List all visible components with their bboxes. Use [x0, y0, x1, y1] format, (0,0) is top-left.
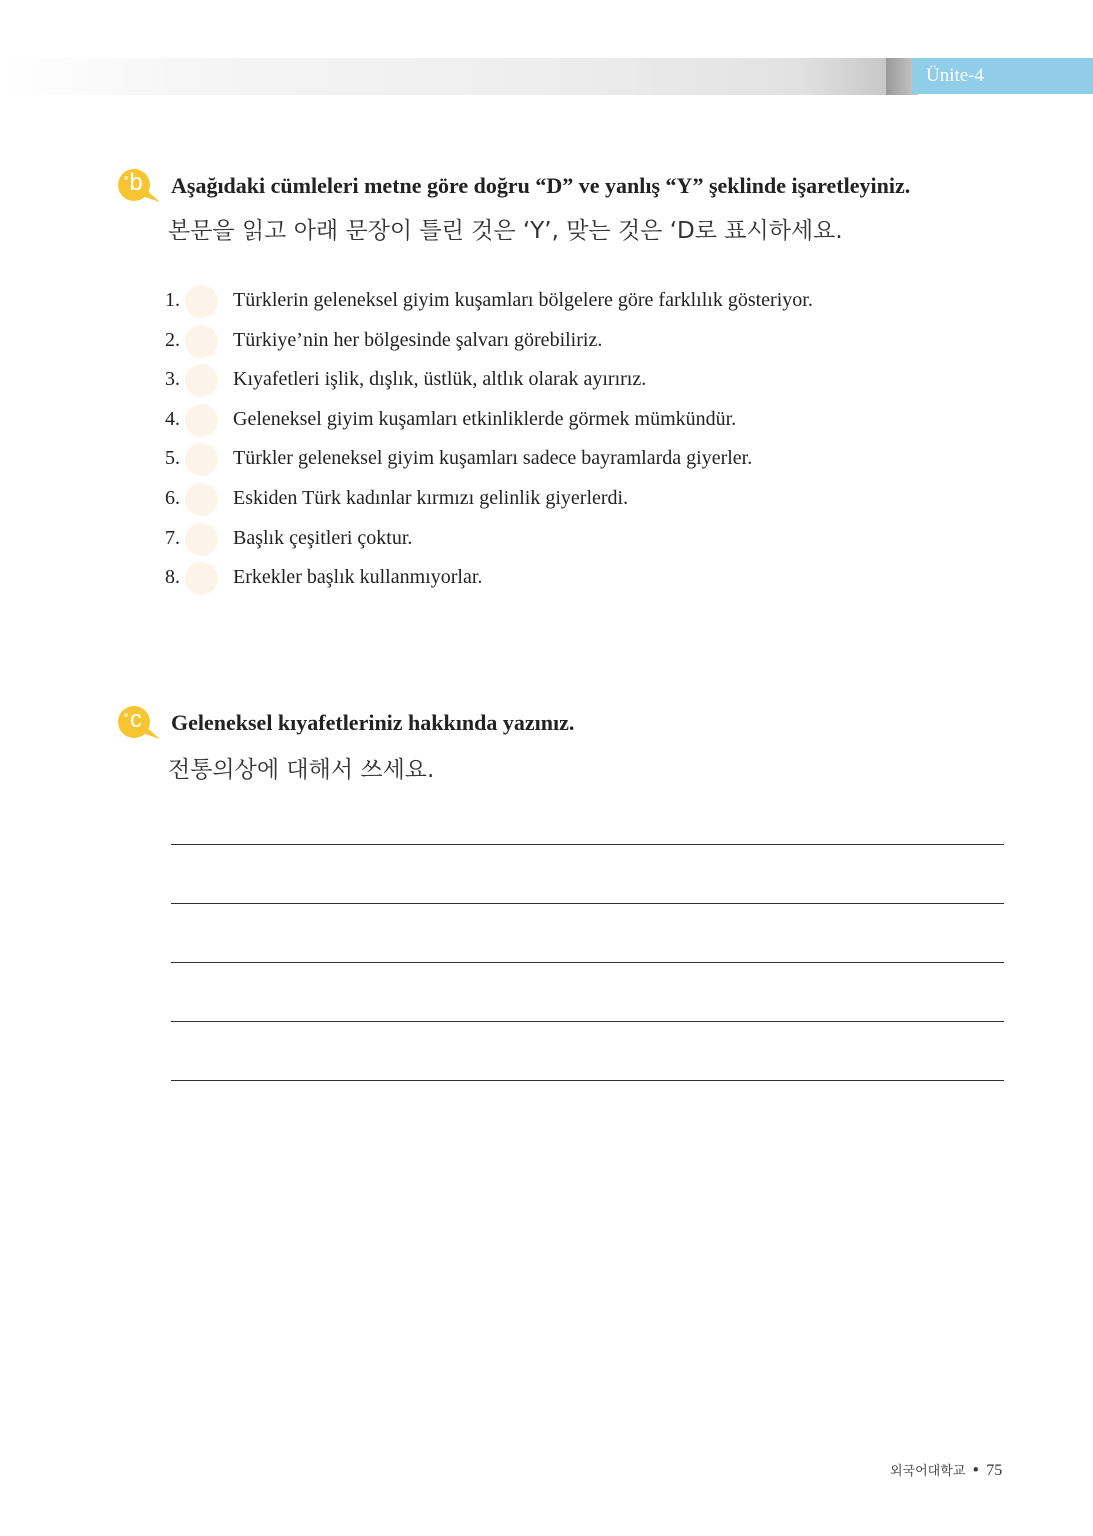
footer-separator: •	[971, 1461, 981, 1479]
section-b-subtitle: 본문을 읽고 아래 문장이 틀린 것은 ‘Y’, 맞는 것은 ‘D로 표시하세요.	[168, 218, 843, 244]
question-item	[165, 362, 1065, 402]
writing-line[interactable]	[171, 1021, 1004, 1022]
question-text: Geleneksel giyim kuşamları etkinliklerde görmek mümkündür.	[233, 407, 737, 430]
question-text: Eskiden Türk kadınlar kırmızı gelinlik giyerlerdi.	[233, 486, 629, 509]
section-c-subtitle: 전통의상에 대해서 쓰세요.	[168, 757, 435, 783]
question-item	[165, 560, 1065, 600]
writing-line[interactable]	[171, 844, 1004, 845]
section-b-letter: b	[129, 169, 143, 196]
answer-circle[interactable]	[185, 562, 218, 595]
question-number: 5.	[165, 447, 180, 470]
answer-circle[interactable]	[185, 404, 218, 437]
answer-circle[interactable]	[185, 364, 218, 397]
question-list	[165, 283, 1065, 600]
question-text: Erkekler başlık kullanmıyorlar.	[233, 566, 483, 589]
question-number: 4.	[165, 407, 180, 430]
question-number: 2.	[165, 328, 180, 351]
question-item	[165, 521, 1065, 561]
page-footer	[890, 1460, 1002, 1480]
question-number: 1.	[165, 289, 180, 311]
question-text: Türkiye’nin her bölgesinde şalvarı görebiliriz.	[233, 328, 603, 351]
writing-line[interactable]	[171, 903, 1004, 904]
question-item	[165, 323, 1065, 363]
section-b-badge	[114, 168, 158, 202]
question-number: 6.	[165, 486, 180, 509]
answer-circle[interactable]	[185, 523, 218, 556]
answer-circle[interactable]	[185, 443, 218, 476]
section-c-badge	[114, 705, 158, 739]
question-item	[165, 402, 1065, 442]
writing-line[interactable]	[171, 962, 1004, 963]
question-text: Başlık çeşitleri çoktur.	[233, 526, 413, 549]
unit-tab	[912, 58, 1093, 94]
section-b-title: Aşağıdaki cümleleri metne göre doğru “D” ve yanlış “Y” şeklinde işaretleyiniz.	[171, 173, 911, 198]
page-number: 75	[986, 1462, 1003, 1479]
footer-school: 외국어대학교	[890, 1464, 966, 1479]
question-item	[165, 283, 1065, 323]
section-c-letter: c	[130, 706, 142, 733]
question-number: 8.	[165, 566, 180, 589]
question-number: 3.	[165, 368, 180, 391]
question-text: Kıyafetleri işlik, dışlık, üstlük, altlık olarak ayırırız.	[233, 368, 647, 391]
question-text: Türkler geleneksel giyim kuşamları sadece bayramlarda giyerler.	[233, 447, 753, 470]
section-c-title: Geleneksel kıyafetleriniz hakkında yazınız.	[171, 710, 575, 735]
question-item	[165, 481, 1065, 521]
question-number: 7.	[165, 526, 180, 549]
answer-circle[interactable]	[185, 483, 218, 516]
header-bar	[0, 58, 888, 95]
answer-circle[interactable]	[185, 285, 218, 318]
question-item	[165, 441, 1065, 481]
answer-circle[interactable]	[185, 325, 218, 358]
unit-label: Ünite-4	[926, 65, 985, 86]
writing-line[interactable]	[171, 1080, 1004, 1081]
question-text: Türklerin geleneksel giyim kuşamları bölgelere göre farklılık gösteriyor.	[233, 289, 813, 311]
